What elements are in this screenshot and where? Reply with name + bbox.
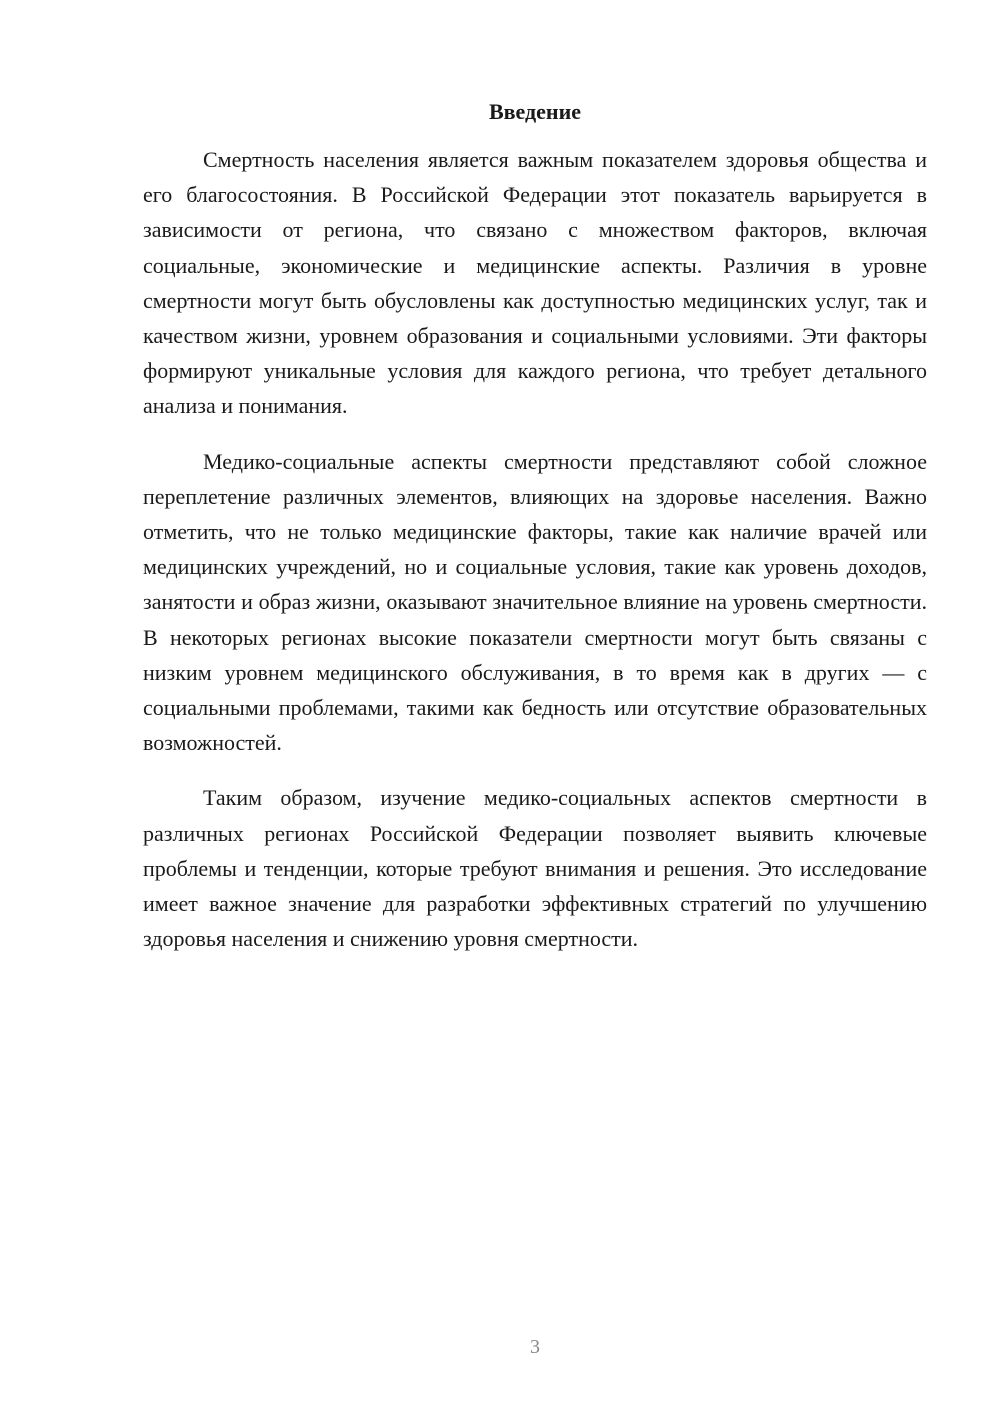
paragraph-2: Медико-социальные аспекты смертности представляют собой сложное переплетение различных элементов, влияющих на здоровье населения. Важно отметить, что не только медицинские факторы, такие как наличие врачей или медицинских учреждений, но и социальные условия, такие как уровень доходов, занятости и образ жизни, оказывают значительное влияние на уровень смертности. В некоторых регионах высокие показатели смертности могут быть связаны с низким уровнем медицинского обслуживания, в то время как в других — с социальными проблемами, такими как бедность или отсутствие образовательных возможностей. xyxy=(143,448,927,756)
paragraph-1: Смертность населения является важным показателем здоровья общества и его благосостояния. В Российской Федерации этот показатель варьируется в зависимости от региона, что связано с множеством факторов, включая социальные, экономические и медицинские аспекты. Различия в уровне смертности могут быть обусловлены как доступностью медицинских услуг, так и качеством жизни, уровнем образования и социальными условиями. Эти факторы формируют уникальные условия для каждого региона, что требует детального анализа и понимания. xyxy=(143,147,927,419)
page-number: 3 xyxy=(530,1336,540,1358)
paragraph-3: Таким образом, изучение медико-социальных аспектов смертности в различных регионах Российской Федерации позволяет выявить ключевые проблемы и тенденции, которые требуют внимания и решения. Это исследование имеет важное значение для разработки эффективных стратегий по улучшению здоровья населения и снижению уровня смертности. xyxy=(143,785,927,952)
body-text xyxy=(143,142,927,976)
section-title: Введение xyxy=(488,99,582,124)
